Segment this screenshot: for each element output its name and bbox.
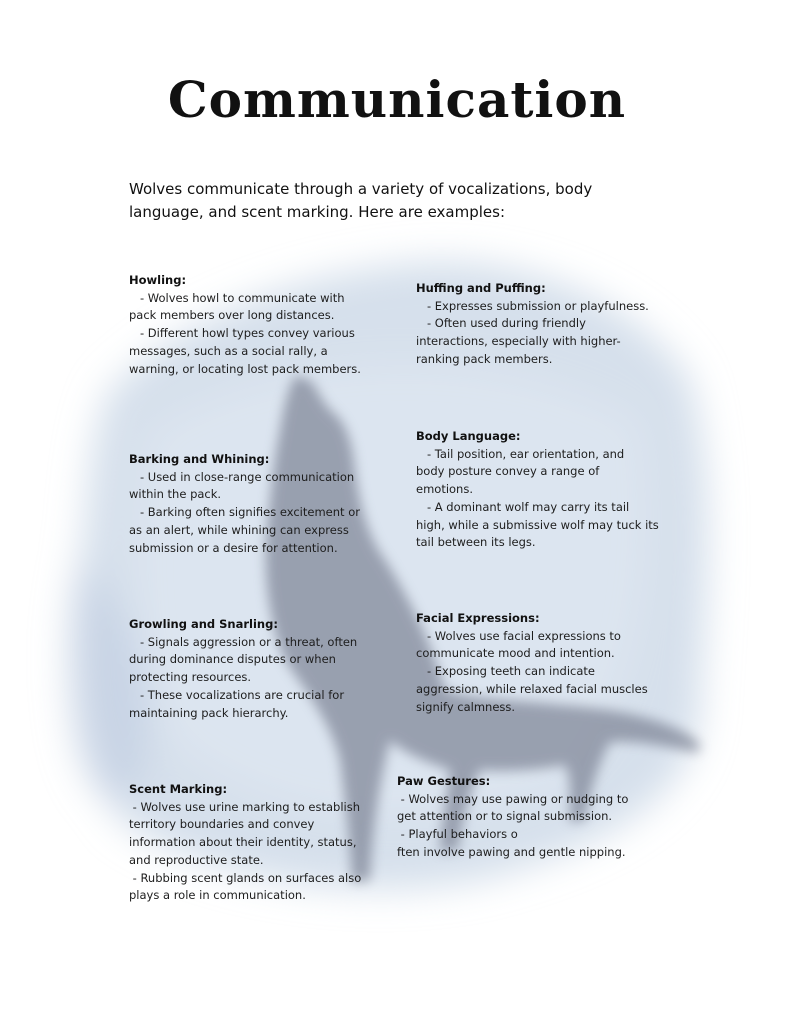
- section-huffing-and-puffing: [416, 280, 666, 369]
- section-text-line: - Different howl types convey various: [129, 326, 355, 341]
- section-heading: Paw Gestures:: [397, 774, 491, 788]
- section-text-line: - Used in close-range communication: [129, 469, 355, 484]
- section-text-line: territory boundaries and convey: [129, 817, 315, 832]
- section-facial-expressions: [416, 610, 666, 716]
- section-text-line: information about their identity, status,: [129, 835, 357, 850]
- section-heading: Howling:: [129, 273, 187, 287]
- section-heading: Body Language:: [416, 429, 521, 443]
- section-text-line: get attention or to signal submission.: [397, 809, 613, 824]
- section-text-line: submission or a desire for attention.: [129, 540, 338, 555]
- section-paw-gestures: [397, 773, 647, 862]
- section-text-line: signify calmness.: [416, 699, 516, 714]
- section-text-line: aggression, while relaxed facial muscles: [416, 681, 648, 696]
- section-text-line: - Expresses submission or playfulness.: [416, 298, 649, 313]
- section-text-line: warning, or locating lost pack members.: [129, 361, 361, 376]
- section-scent-marking: [129, 781, 379, 905]
- section-heading: Barking and Whining:: [129, 452, 270, 466]
- section-text-line: - Tail position, ear orientation, and: [416, 446, 625, 461]
- section-text-line: - Rubbing scent glands on surfaces also: [129, 870, 362, 885]
- section-text-line: high, while a submissive wolf may tuck its: [416, 517, 659, 532]
- section-text-line: ften involve pawing and gentle nipping.: [397, 844, 626, 859]
- section-text-line: - Signals aggression or a threat, often: [129, 634, 358, 649]
- section-heading: Scent Marking:: [129, 782, 228, 796]
- section-body-language: [416, 428, 666, 552]
- section-text-line: during dominance disputes or when: [129, 652, 336, 667]
- section-heading: Growling and Snarling:: [129, 617, 278, 631]
- section-text-line: - Often used during friendly: [416, 316, 586, 331]
- section-text-line: - Exposing teeth can indicate: [416, 664, 595, 679]
- section-text-line: ranking pack members.: [416, 351, 553, 366]
- section-text-line: plays a role in communication.: [129, 888, 306, 903]
- section-text-line: - These vocalizations are crucial for: [129, 687, 345, 702]
- section-text-line: - Wolves use facial expressions to: [416, 628, 621, 643]
- page-title: Communication: [167, 70, 627, 129]
- section-text-line: within the pack.: [129, 487, 222, 502]
- section-text-line: body posture convey a range of: [416, 464, 600, 479]
- section-text-line: - Playful behaviors o: [397, 827, 518, 842]
- section-text-line: as an alert, while whining can express: [129, 522, 349, 537]
- section-text-line: tail between its legs.: [416, 535, 536, 550]
- section-howling: [129, 272, 379, 378]
- section-text-line: messages, such as a social rally, a: [129, 343, 328, 358]
- section-text-line: emotions.: [416, 482, 473, 497]
- section-barking-and-whining: [129, 451, 379, 557]
- section-text-line: maintaining pack hierarchy.: [129, 705, 289, 720]
- section-growling-and-snarling: [129, 616, 379, 722]
- section-text-line: and reproductive state.: [129, 852, 264, 867]
- section-heading: Huffing and Puffing:: [416, 281, 546, 295]
- section-text-line: protecting resources.: [129, 670, 252, 685]
- intro-paragraph: Wolves communicate through a variety of vocalizations, body language, and scent marking. Here are examples:: [129, 180, 593, 221]
- section-text-line: communicate mood and intention.: [416, 646, 615, 661]
- section-text-line: interactions, especially with higher-: [416, 334, 621, 349]
- section-text-line: - Barking often signifies excitement or: [129, 505, 360, 520]
- section-text-line: pack members over long distances.: [129, 308, 335, 323]
- section-text-line: - Wolves use urine marking to establish: [129, 799, 361, 814]
- section-text-line: - A dominant wolf may carry its tail: [416, 499, 630, 514]
- section-heading: Facial Expressions:: [416, 611, 540, 625]
- section-text-line: - Wolves may use pawing or nudging to: [397, 791, 629, 806]
- section-text-line: - Wolves howl to communicate with: [129, 290, 345, 305]
